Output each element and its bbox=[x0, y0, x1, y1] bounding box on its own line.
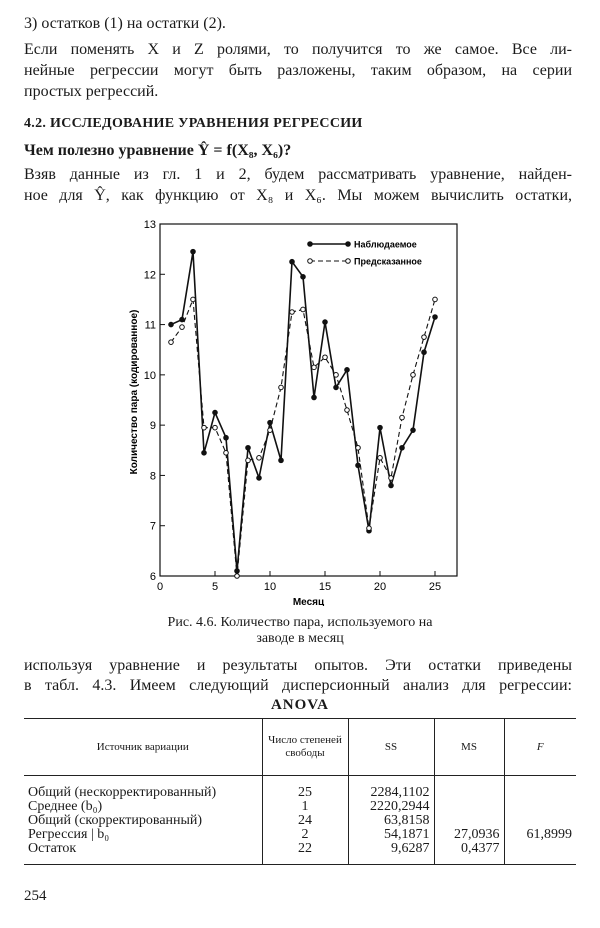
predicted-point bbox=[246, 458, 251, 463]
observed-point bbox=[389, 483, 394, 488]
text-line: простых регрессий. bbox=[24, 83, 159, 100]
header-f: F bbox=[504, 719, 576, 776]
y-tick-label: 10 bbox=[143, 369, 156, 382]
cell: 61,8999 bbox=[526, 827, 572, 842]
y-tick-label: 11 bbox=[144, 319, 156, 332]
predicted-point bbox=[279, 385, 284, 390]
cell: 24 bbox=[298, 813, 312, 828]
x-tick-label: 10 bbox=[263, 581, 277, 593]
legend-label: Предсказанное bbox=[354, 256, 422, 267]
legend-label: Наблюдаемое bbox=[354, 239, 417, 250]
x-tick-label: 20 bbox=[373, 581, 387, 593]
legend-marker bbox=[346, 242, 351, 247]
cell: 63,8158 bbox=[384, 813, 430, 828]
observed-point bbox=[169, 322, 174, 327]
observed-point bbox=[378, 425, 383, 430]
cell bbox=[439, 800, 500, 814]
observed-point bbox=[202, 451, 207, 456]
cell: Общий (скорректированный) bbox=[28, 813, 203, 828]
observed-point bbox=[257, 476, 262, 481]
predicted-point bbox=[312, 365, 317, 370]
ms-column bbox=[434, 776, 504, 865]
predicted-point bbox=[191, 297, 196, 302]
cell: 2 bbox=[301, 827, 309, 842]
text-line: ное для Ŷ, как функцию от X₈ и X₆. Мы можем вычислить остатки, bbox=[24, 187, 572, 204]
cell bbox=[509, 842, 573, 856]
predicted-point bbox=[180, 325, 185, 330]
text-line: Если поменять X и Z ролями, то получится то же самое. Все ли- bbox=[24, 41, 572, 58]
observed-point bbox=[422, 350, 427, 355]
observed-point bbox=[180, 317, 185, 322]
predicted-point bbox=[367, 526, 372, 531]
cell: 2220,2944 bbox=[370, 799, 430, 814]
predicted-point bbox=[202, 425, 207, 430]
predicted-point bbox=[268, 428, 273, 433]
source-column bbox=[24, 776, 262, 865]
observed-series-line bbox=[171, 252, 435, 571]
y-tick-label: 13 bbox=[143, 219, 156, 231]
observed-point bbox=[400, 445, 405, 450]
predicted-point bbox=[356, 445, 361, 450]
observed-point bbox=[279, 458, 284, 463]
text-line: нейные регрессии могут быть разложены, таким образом, на серии bbox=[24, 62, 572, 79]
cell: Общий (нескорректированный) bbox=[28, 785, 217, 800]
observed-point bbox=[191, 249, 196, 254]
predicted-point bbox=[345, 408, 350, 413]
header-ms: MS bbox=[434, 719, 504, 776]
legend-marker bbox=[308, 242, 313, 247]
predicted-point bbox=[235, 574, 240, 579]
section-heading: 4.2. ИССЛЕДОВАНИЕ УРАВНЕНИЯ РЕГРЕССИИ bbox=[24, 116, 363, 131]
cell: 27,0936 bbox=[454, 827, 500, 842]
x-tick-label: 5 bbox=[211, 581, 219, 593]
header-source: Источник вариации bbox=[24, 719, 262, 776]
observed-point bbox=[224, 435, 229, 440]
cell bbox=[509, 786, 573, 800]
predicted-series-line bbox=[171, 299, 435, 576]
header-ss: SS bbox=[348, 719, 434, 776]
cell bbox=[439, 786, 500, 800]
cell: 0,4377 bbox=[461, 841, 500, 856]
cell: Регрессия | b₀ bbox=[28, 827, 110, 842]
x-tick-label: 15 bbox=[318, 581, 332, 593]
y-axis-label: Количество пара (кодированное) bbox=[129, 309, 140, 475]
legend-marker bbox=[346, 259, 351, 264]
observed-point bbox=[246, 445, 251, 450]
text-line: 3) остатков (1) на остатки (2). bbox=[24, 15, 226, 32]
ss-column bbox=[348, 776, 434, 865]
observed-point bbox=[301, 275, 306, 280]
x-axis-label: Месяц bbox=[292, 597, 325, 606]
predicted-point bbox=[400, 415, 405, 420]
observed-point bbox=[334, 385, 339, 390]
anova-title: ANOVA bbox=[270, 697, 330, 713]
observed-point bbox=[433, 315, 438, 320]
cell: 54,1871 bbox=[384, 827, 430, 842]
anova-table bbox=[24, 718, 576, 865]
predicted-point bbox=[433, 297, 438, 302]
x-tick-label: 25 bbox=[428, 581, 442, 593]
cell bbox=[439, 814, 500, 828]
cell bbox=[509, 814, 573, 828]
predicted-point bbox=[389, 476, 394, 481]
text-line: Взяв данные из гл. 1 и 2, будем рассматривать уравнение, найден- bbox=[24, 166, 572, 183]
plot-frame bbox=[160, 224, 457, 576]
x-tick-label: 0 bbox=[156, 581, 164, 593]
cell: Среднее (b₀) bbox=[28, 799, 103, 814]
figure-caption: Рис. 4.6. Количество пара, используемого на bbox=[167, 615, 433, 630]
y-tick-label: 12 bbox=[143, 269, 156, 282]
predicted-point bbox=[257, 456, 262, 461]
subsection-question: Чем полезно уравнение Ŷ = f(X₈, X₆)? bbox=[24, 142, 292, 159]
observed-point bbox=[345, 368, 350, 373]
predicted-point bbox=[378, 456, 383, 461]
predicted-point bbox=[290, 310, 295, 315]
predicted-point bbox=[213, 425, 218, 430]
predicted-point bbox=[422, 335, 427, 340]
y-tick-label: 7 bbox=[149, 520, 156, 533]
text-line: в табл. 4.3. Имеем следующий дисперсионный анализ для регрессии: bbox=[24, 677, 572, 694]
y-tick-label: 8 bbox=[149, 470, 156, 483]
predicted-point bbox=[224, 451, 229, 456]
cell: 22 bbox=[298, 841, 312, 856]
predicted-point bbox=[334, 373, 339, 378]
predicted-point bbox=[301, 307, 306, 312]
steam-chart bbox=[120, 218, 460, 606]
df-column bbox=[262, 776, 348, 865]
y-tick-label: 9 bbox=[149, 420, 156, 433]
observed-point bbox=[213, 410, 218, 415]
cell: 25 bbox=[298, 785, 312, 800]
legend-marker bbox=[308, 259, 313, 264]
text-line: используя уравнение и результаты опытов. Эти остатки приведены bbox=[24, 657, 572, 674]
y-tick-label: 6 bbox=[149, 571, 156, 583]
cell: 2284,1102 bbox=[370, 785, 430, 800]
f-column bbox=[504, 776, 576, 865]
observed-point bbox=[411, 428, 416, 433]
cell: 1 bbox=[301, 799, 309, 814]
header-df: Число степеней свободы bbox=[262, 719, 348, 776]
figure-caption: заводе в месяц bbox=[256, 631, 344, 646]
page-number: 254 bbox=[24, 888, 47, 904]
observed-point bbox=[290, 259, 295, 264]
predicted-point bbox=[411, 373, 416, 378]
cell: Остаток bbox=[28, 841, 77, 856]
observed-point bbox=[356, 463, 361, 468]
observed-point bbox=[312, 395, 317, 400]
predicted-point bbox=[169, 340, 174, 345]
predicted-point bbox=[323, 355, 328, 360]
cell: 9,6287 bbox=[391, 841, 430, 856]
observed-point bbox=[323, 320, 328, 325]
cell bbox=[509, 800, 573, 814]
